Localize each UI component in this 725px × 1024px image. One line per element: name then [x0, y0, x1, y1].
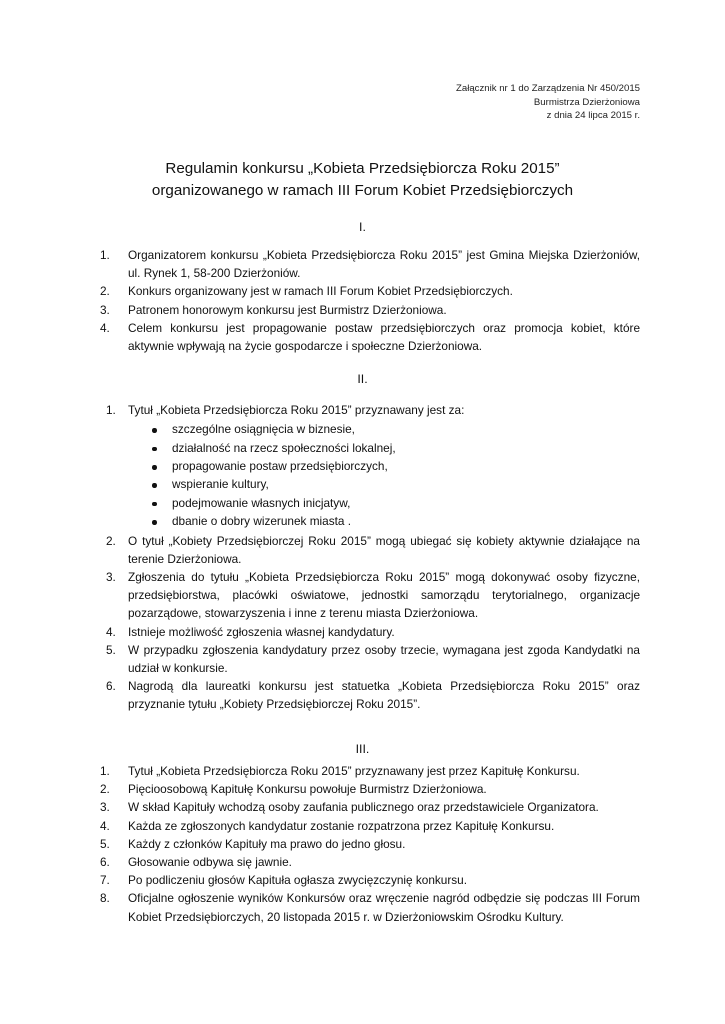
document-title	[0, 158, 725, 202]
list-item	[100, 677, 640, 713]
bullet-item: wspieranie kultury,	[146, 475, 640, 493]
item-text: Po podliczeniu głosów Kapituła ogłasza zwycięzczynię konkursu.	[128, 873, 468, 888]
bullet-dot-icon	[152, 520, 157, 525]
section-1-list	[100, 246, 640, 355]
item-text: W skład Kapituły wchodzą osoby zaufania publicznego oraz przedstawiciele Organizatora.	[128, 800, 599, 815]
section-2-heading: II.	[357, 372, 368, 386]
item-text: O tytuł „Kobiety Przedsiębiorczej Roku 2015” mogą ubiegać się kobiety aktywnie działające na terenie Dzierżoniowa.	[128, 533, 640, 566]
list-item	[100, 835, 640, 853]
criteria-bullet-list	[146, 420, 640, 530]
item-text: Patronem honorowym konkursu jest Burmistrz Dzierżoniowa.	[128, 302, 447, 317]
item-text: Celem konkursu jest propagowanie postaw przedsiębiorczych oraz promocja kobiet, które aktywnie wpływają na życie gospodarcze i społeczne Dzierżoniowa.	[128, 320, 640, 354]
item-number: 3.	[100, 800, 110, 815]
list-item	[100, 853, 640, 871]
item-number: 6.	[100, 855, 110, 870]
section-2-list	[100, 401, 640, 714]
bullet-dot-icon	[152, 465, 157, 470]
bullet-item: propagowanie postaw przedsiębiorczych,	[146, 457, 640, 475]
item-number: 2.	[100, 782, 110, 797]
section-1-heading: I.	[359, 220, 366, 234]
list-item	[100, 641, 640, 677]
item-number: 4.	[106, 624, 116, 639]
list-item	[100, 762, 640, 780]
list-item	[100, 623, 640, 641]
bullet-dot-icon	[152, 447, 157, 452]
item-number: 2.	[106, 533, 116, 548]
item-text: Nagrodą dla laureatki konkursu jest statuetka „Kobieta Przedsiębiorcza Roku 2015” oraz przyznanie tytułu „Kobiety Przedsiębiorczej Roku 2015”.	[128, 679, 640, 712]
list-item	[100, 401, 640, 531]
item-text: Organizatorem konkursu „Kobieta Przedsiębiorcza Roku 2015” jest Gmina Miejska Dzierżoniów, ul. Rynek 1, 58-200 Dzierżoniów.	[128, 248, 640, 281]
list-item	[100, 817, 640, 835]
item-text: Tytuł „Kobieta Przedsiębiorcza Roku 2015” przyznawany jest przez Kapitułę Konkursu.	[128, 764, 580, 778]
item-number: 1.	[100, 764, 110, 778]
list-item	[100, 780, 640, 798]
list-item	[100, 246, 640, 282]
item-number: 2.	[100, 284, 110, 299]
bullet-item: działalność na rzecz społeczności lokalnej,	[146, 439, 640, 457]
title-line-1: Regulamin konkursu „Kobieta Przedsiębiorcza Roku 2015”	[165, 160, 560, 177]
item-number: 3.	[100, 302, 110, 317]
item-number: 4.	[100, 818, 110, 833]
item-text: Konkurs organizowany jest w ramach III Forum Kobiet Przedsiębiorczych.	[128, 284, 513, 299]
list-item	[100, 568, 640, 623]
title-line-2: organizowanego w ramach III Forum Kobiet Przedsiębiorczych	[151, 182, 574, 199]
item-text: W przypadku zgłoszenia kandydatury przez osoby trzecie, wymagana jest zgoda Kandydatki na udział w konkursie.	[128, 642, 640, 676]
item-number: 5.	[100, 836, 110, 851]
list-item	[100, 871, 640, 889]
item-text: Istnieje możliwość zgłoszenia własnej kandydatury.	[128, 624, 395, 639]
item-number: 7.	[100, 873, 110, 888]
bullet-item: szczególne osiągnięcia w biznesie,	[146, 420, 640, 438]
bullet-dot-icon	[152, 502, 157, 507]
list-item	[100, 319, 640, 355]
item-number: 3.	[106, 570, 116, 585]
item-text: Zgłoszenia do tytułu „Kobieta Przedsiębiorcza Roku 2015” mogą dokonywać osoby fizyczne, przedsiębiorstwa, placówki oświatowe, jednostki samorządu terytorialnego, organizacje pozarządowe, stowarzyszenia i inne z terenu miasta Dzierżoniowa.	[128, 570, 640, 621]
list-item	[100, 798, 640, 816]
item-number: 8.	[100, 891, 110, 906]
annex-line-1: Załącznik nr 1 do Zarządzenia Nr 450/2015	[456, 83, 640, 94]
annex-line-3: z dnia 24 lipca 2015 r.	[546, 110, 640, 122]
section-3-list	[100, 762, 640, 926]
bullet-item: dbanie o dobry wizerunek miasta .	[146, 512, 640, 530]
list-item	[100, 282, 640, 300]
item-text: Każdy z członków Kapituły ma prawo do jedno głosu.	[128, 836, 406, 851]
item-text: Głosowanie odbywa się jawnie.	[128, 855, 292, 870]
bullet-item: podejmowanie własnych inicjatyw,	[146, 494, 640, 512]
item-text: Tytuł „Kobieta Przedsiębiorcza Roku 2015” przyznawany jest za:	[128, 403, 465, 417]
section-3-heading: III.	[355, 742, 370, 756]
item-number: 1.	[106, 403, 116, 417]
item-text: Oficjalne ogłoszenie wyników Konkursów oraz wręczenie nagród odbędzie się podczas III Forum Kobiet Przedsiębiorczych, 20 listopada 2015 r. w Dzierżoniowskim Ośrodku Kultury.	[128, 891, 640, 924]
item-number: 1.	[100, 248, 110, 262]
bullet-dot-icon	[152, 428, 157, 433]
annex-header	[456, 82, 640, 123]
item-number: 4.	[100, 320, 110, 335]
list-item	[100, 889, 640, 925]
list-item	[100, 301, 640, 319]
bullet-dot-icon	[152, 483, 157, 488]
list-item	[100, 532, 640, 568]
item-text: Pięcioosobową Kapitułę Konkursu powołuje Burmistrz Dzierżoniowa.	[128, 782, 487, 797]
item-number: 5.	[106, 642, 116, 657]
item-text: Każda ze zgłoszonych kandydatur zostanie rozpatrzona przez Kapitułę Konkursu.	[128, 818, 555, 833]
annex-line-2: Burmistrza Dzierżoniowa	[533, 96, 640, 108]
item-number: 6.	[106, 679, 116, 694]
